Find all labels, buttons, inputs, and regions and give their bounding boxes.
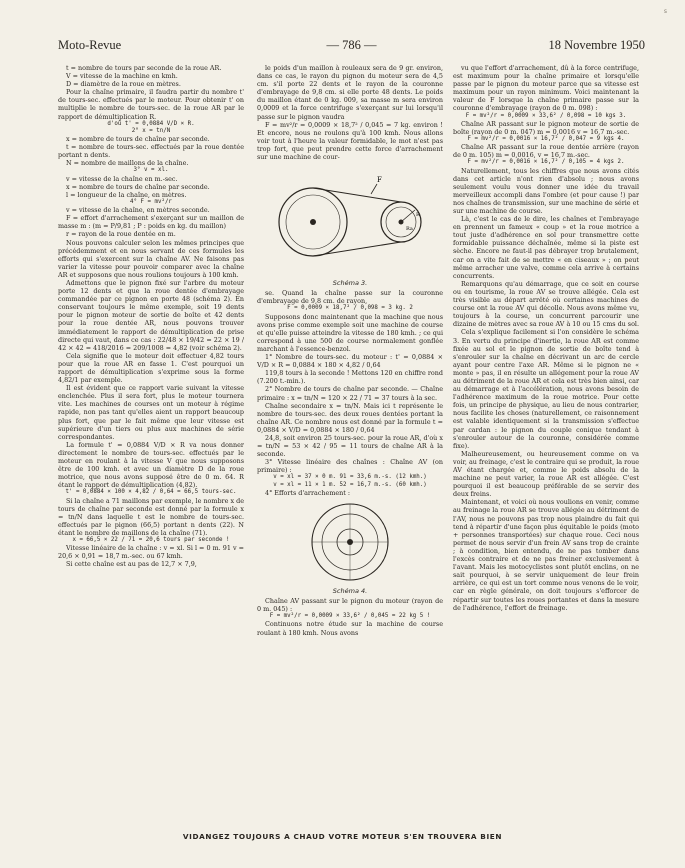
paragraph: 119,8 tours à la seconde ! Mettons 120 en chiffre rond (7.200 t.-min.). xyxy=(257,369,443,386)
paragraph: Maintenant, et voici où nous voulions en venir, comme au freinage la roue AR se trouve allégée au détriment de l'AV, nous ne pouvons pas trop nous plaindre du fait qui tend à répartir d'une façon plus équitable le poids (moto + personnes transportées) sur chaque roue. Ceci nous permet de nous servir d'un frein AV sans trop de crainte ; à condition, bien entendu, de ne pas tomber dans l'excès contraire et de ne pas freiner exclusivement à l'avant. Mais les motocyclistes sont plutôt enclins, on ne sait pourquoi, à se servir uniquement de leur frein arrière, ce qui est un tort comme nous venons de le voir, car en règle générale, on doit toujours s'efforcer de répartir sur toutes les roues portantes et dans la mesure de l'adhérence, l'effort de freinage. xyxy=(453,498,639,612)
paragraph: Vitesse linéaire de la chaîne : v = xl. Si l = 0 m. 91 v = 20,6 × 0,91 = 18,7 m.-sec. ou 67 kmh. xyxy=(58,544,244,561)
paragraph: Si la chaîne a 71 maillons par exemple, le nombre x de tours de chaîne par seconde est donné par la formule x = tn/N dans laquelle t est le nombre de tours-sec. effectués par le pignon (66,5) portant n dents (22). N étant le nombre de maillons de la chaîne (71). xyxy=(58,496,244,537)
paragraph: v = vitesse de la chaîne, en mètres seconde. xyxy=(66,206,210,215)
page-header xyxy=(58,38,645,60)
formula: F = mv²/r = 0,0009 × 33,6² / 0,045 = 22 kg 5 ! xyxy=(269,613,431,620)
paragraph: r = rayon de la roue dentée en m. xyxy=(66,230,176,239)
schema-4-diagram xyxy=(275,500,425,584)
column-2 xyxy=(257,64,443,822)
paragraph: le poids d'un maillon à rouleaux sera de 9 gr. environ, dans ce cas, le rayon du pignon du moteur sera de 4,5 cm. s'il porte 22 dents et le rayon de la couronne d'embrayage de 9,8 cm. si elle porte 48 dents. Le poids du maillon étant de 0 kg. 009, sa masse m sera environ 0,0009 et la force centrifuge s'exerçant sur lui lorsqu'il passe sur le pignon vaudra xyxy=(257,64,443,121)
paragraph: vu que l'effort d'arrachement, dû à la force centrifuge, est maximum pour la chaîne primaire et lorsqu'elle passe par le pignon du moteur parce que sa vitesse est maximum pour un rayon minimum. Voici maintenant la valeur de F lorsque la chaîne primaire passe sur la couronne d'embrayage (rayon de 0 m. 098) : xyxy=(453,64,639,113)
issue-date: 18 Novembre 1950 xyxy=(548,38,645,52)
paragraph: l = longueur de la chaîne, en mètres. xyxy=(66,190,187,199)
formula: d'où t' = 0,0884 V/D × R. xyxy=(107,120,195,127)
label-f: F xyxy=(377,176,382,185)
edge-mark: s xyxy=(663,8,667,15)
paragraph: v = vitesse de la chaîne en m.-sec. xyxy=(66,174,178,183)
paragraph: x = nombre de tours de chaîne par seconde. xyxy=(66,182,210,191)
column-3 xyxy=(453,64,639,822)
paragraph: t = nombre de tours par seconde de la roue AR. xyxy=(66,64,222,72)
paragraph: Cela signifie que le moteur doit effectuer 4,82 tours pour que la roue AR en fasse 1. C'est pourquoi un rapport de démultiplication s'exprime sous la forme 4,82/1 par exemple. xyxy=(58,351,244,385)
paragraph: Pour la chaîne primaire, il faudra partir du nombre t' de tours-sec. effectués par le moteur. Pour obtenir t' on multiplie le nombre de tours-sec. de la roue AR par le rapport de démultiplication R. xyxy=(58,88,244,121)
paragraph: Supposons donc maintenant que la machine que nous avons prise comme exemple soit une machine de course et qu'elle puisse atteindre la vitesse de 180 kmh. ; ce qui correspond à une 500 de course normalement gonflée marchant à l'essence-benzol. xyxy=(257,312,443,353)
paragraph: Chaîne AV passant sur le pignon du moteur (rayon de 0 m. 045) : xyxy=(257,597,443,614)
paragraph: Chaîne AR passant sur la roue dentée arrière (rayon de 0 m. 105) m = 0,0016, v = 16,7 m.-sec. xyxy=(453,143,639,160)
paragraph: 24,8, soit environ 25 tours-sec. pour la roue AR, d'où x = tn/N = 53 × 42 / 95 = 11 tours de chaîne AR à la seconde. xyxy=(257,434,443,459)
formula: F = 0,0009 × 18,7² / 0,098 = 3 kg. 2 xyxy=(287,305,413,312)
paragraph: Naturellement, tous les chiffres que nous avons cités dans cet article n'ont rien d'absolu ; nous avons seulement voulu vous donner une idée du travail merveilleux accompli dans l'ombre (et pour cause !) par nos chaînes de transmission, sur une machine de série et sur une machine de course. xyxy=(453,166,639,216)
formula: F = mv²/r = 0,0016 × 16,7² / 0,105 = 4 kgs 2. xyxy=(467,159,625,166)
formula: v = xl = 11 × 1 m. 52 = 16,7 m.-s. (60 kmh.) xyxy=(273,481,427,488)
formula: v = xl = 37 × 0 m. 91 = 33,6 m.-s. (12 kmh.) xyxy=(273,474,427,481)
paragraph: Il est évident que ce rapport varie suivant la vitesse enclenchée. Plus il sera fort, plus le moteur tournera vite. Les machines de courses ont un moteur à régime rapide, non pas tant qu'elles aient un rapport beaucoup plus fort, que par le fait même que leur vitesse est supérieure d'un tiers ou plus aux machines de série correspondantes. xyxy=(58,384,244,441)
paragraph: t = nombre de tours-sec. effectués par la roue dentée portant n dents. xyxy=(58,143,244,160)
paragraph: La formule t' = 0,0884 V/D × R va nous donner directement le nombre de tours-sec. effectués par le moteur en roulant à la vitesse V que nous supposons être de 100 kmh. et avec un diamètre D de la roue motrice, que nous avons supposé être de 0 m. 64. R étant le rapport de démultiplication (4,82). xyxy=(58,440,244,490)
paragraph: 3° Vitesse linéaire des chaînes : Chaîne AV (on primaire) : xyxy=(257,458,443,475)
label-ra: Ra xyxy=(406,226,413,233)
paragraph: Malheureusement, ou heureusement comme on va voir, au freinage, c'est le contraire qui se produit, la roue AV étant chargée et, comme le poids absolu de la machine ne peut varier, la roue AR est allégée. C'est pourquoi il est beaucoup préférable de se servir des deux freins. xyxy=(453,449,639,499)
paragraph: Nous pouvons calculer selon les mêmes principes que précédemment et en nous servant de ces formules les efforts qui s'exercent sur la chaîne AV. Ne faisons pas varier la vitesse pour pouvoir comparer avec la chaîne AR et supposons que nous roulions toujours à 100 kmh. xyxy=(58,238,244,279)
formula: x = 66,5 × 22 / 71 = 20,6 tours par seconde ! xyxy=(72,537,230,544)
paragraph: F = mv²/r = 0,0009 × 18,7² / 0,045 = 7 kg. environ ! Et encore, nous ne roulons qu'à 100 kmh. Nous allons voir tout à l'heure la valeur formidable, le mot n'est pas trop fort, que peut prendre cette force d'arrachement sur une machine de cour- xyxy=(257,120,443,162)
paragraph: Si cette chaîne est au pas de 12,7 × 7,9, xyxy=(66,560,197,569)
formula: 4° F = mv²/r xyxy=(130,198,172,205)
formula: t' = 0,0884 × 100 × 4,82 / 0,64 = 66,5 tours-sec. xyxy=(65,489,237,496)
formula: F = mv²/r = 0,0009 × 33,6² / 0,098 = 10 kgs 3. xyxy=(465,112,627,119)
paragraph: V = vitesse de la machine en kmh. xyxy=(66,72,178,81)
paragraph: Là, c'est le cas de le dire, les chaînes et l'embrayage en prennent un fameux « coup » et la roue motrice a tout juste d'adhérence en sol pour transmettre cette formidable puissance déchaînée, même si la piste est sèche. Encore ne faut-il pas débrayer trop brutalement, car on a vite fait de se mettre « en ciseaux » ; on peut même arracher une valve, comme cela arrive à certains concurrents. xyxy=(453,215,639,280)
paragraph: N = nombre de maillons de la chaîne. xyxy=(66,159,189,168)
formula: F = mv²/r = 0,0016 × 16,7² / 0,047 = 9 kgs 4. xyxy=(467,135,625,142)
paragraph: D = diamètre de la roue en mètres. xyxy=(66,80,181,89)
paragraph: se. Quand la chaîne passe sur la couronne d'embrayage de 9,8 cm. de rayon, xyxy=(257,289,443,306)
paragraph: 1° Nombre de tours-sec. du moteur : t' = 0,0884 × V/D × R = 0,0884 × 180 × 4,82 / 0,64 xyxy=(257,353,443,370)
paragraph: Chaîne AR passant sur le pignon moteur de sortie de boîte (rayon de 0 m. 047) m = 0,0016 v = 16,7 m.-sec. xyxy=(453,119,639,136)
schema-4-caption: Schéma 4. xyxy=(332,586,368,595)
paragraph: x = nombre de tours de chaîne par seconde. xyxy=(66,135,210,144)
formula: 3° v = xl. xyxy=(133,167,169,174)
schema-3-diagram xyxy=(265,164,435,276)
paragraph: 2° Nombre de tours de chaîne par seconde. — Chaîne primaire : x = tn/N = 120 × 22 / 71 = 37 tours à la sec. xyxy=(257,385,443,402)
paragraph: Admettons que le pignon fixé sur l'arbre du moteur porte 12 dents et que la roue dentée d'embrayage commandée par ce pignon en porte 48 (schéma 2). En conservant toujours le même exemple, soit 19 dents pour le pignon moteur de sortie de boîte et 42 dents pour la roue dentée AR, nous pouvons trouver immédiatement le rapport de démultiplication de prise directe qui vaut, dans ce cas : 22/48 × 19/42 = 22 × 19 / 42 × 42 = 418/2016 = 209/1008 = 4,82 (voir schéma 2). xyxy=(58,278,244,352)
paragraph: Remarquons qu'au démarrage, que ce soit en course ou en tourisme, la roue AV se trouve allégée. Cela est très visible au départ arrêté où certaines machines de course ont la roue AV qui décolle. Nous avons même vu, toujours à la course, un concurrent parcourir une dizaine de mètres avec sa roue AV à 10 ou 15 cms du sol. xyxy=(453,279,639,329)
magazine-title: Moto-Revue xyxy=(58,38,122,52)
page-number: — 786 — xyxy=(326,38,377,52)
paragraph: 4° Efforts d'arrachement : xyxy=(265,488,351,497)
formula: 2° x = tn/N xyxy=(131,127,171,134)
footer-slogan: VIDANGEZ TOUJOURS A CHAUD VOTRE MOTEUR S'EN TROUVERA BIEN xyxy=(182,832,503,841)
paragraph: Chaîne secondaire x = tn/N. Mais ici t représente le nombre de tours-sec. des deux roues dentées portant la chaîne AR. Ce nombre nous est donné par la formule t = 0,0884 × V/D = 0,0884 × 180 / 0,64 xyxy=(257,401,443,434)
paragraph: F = effort d'arrachement s'exerçant sur un maillon de masse m : (m = P/9,81 ; P : poids en kg. du maillon) xyxy=(58,214,244,231)
schema-3-caption: Schéma 3. xyxy=(332,279,368,288)
label-r: R xyxy=(416,212,420,219)
column-1 xyxy=(58,64,244,822)
paragraph: Continuons notre étude sur la machine de course roulant à 180 kmh. Nous avons xyxy=(257,620,443,637)
paragraph: Cela s'explique facilement si l'on considère le schéma 3. En vertu du principe d'inertie, la roue AR est comme fixée au sol et le pignon de sortie de boîte tend à s'enrouler sur la chaîne en décrivant un arc de cercle ayant pour centre l'axe AR. Même si le pignon ne « monte » pas, il en résulte un allégement pour la roue AV au détriment de la roue AR et cela est très bien ainsi, car au démarrage et à l'accélération, nous avons besoin de l'adhérence maximum de la roue motrice. Pour cette fois, un principe de physique, au lieu de nous contrarier, nous facilite les choses (naturellement, ce raisonnement est valable identiquement si la transmission s'effectue par cardan : le pignon du couple conique tendant à s'enrouler autour de la couronne, considérée comme fixe). xyxy=(453,328,639,450)
